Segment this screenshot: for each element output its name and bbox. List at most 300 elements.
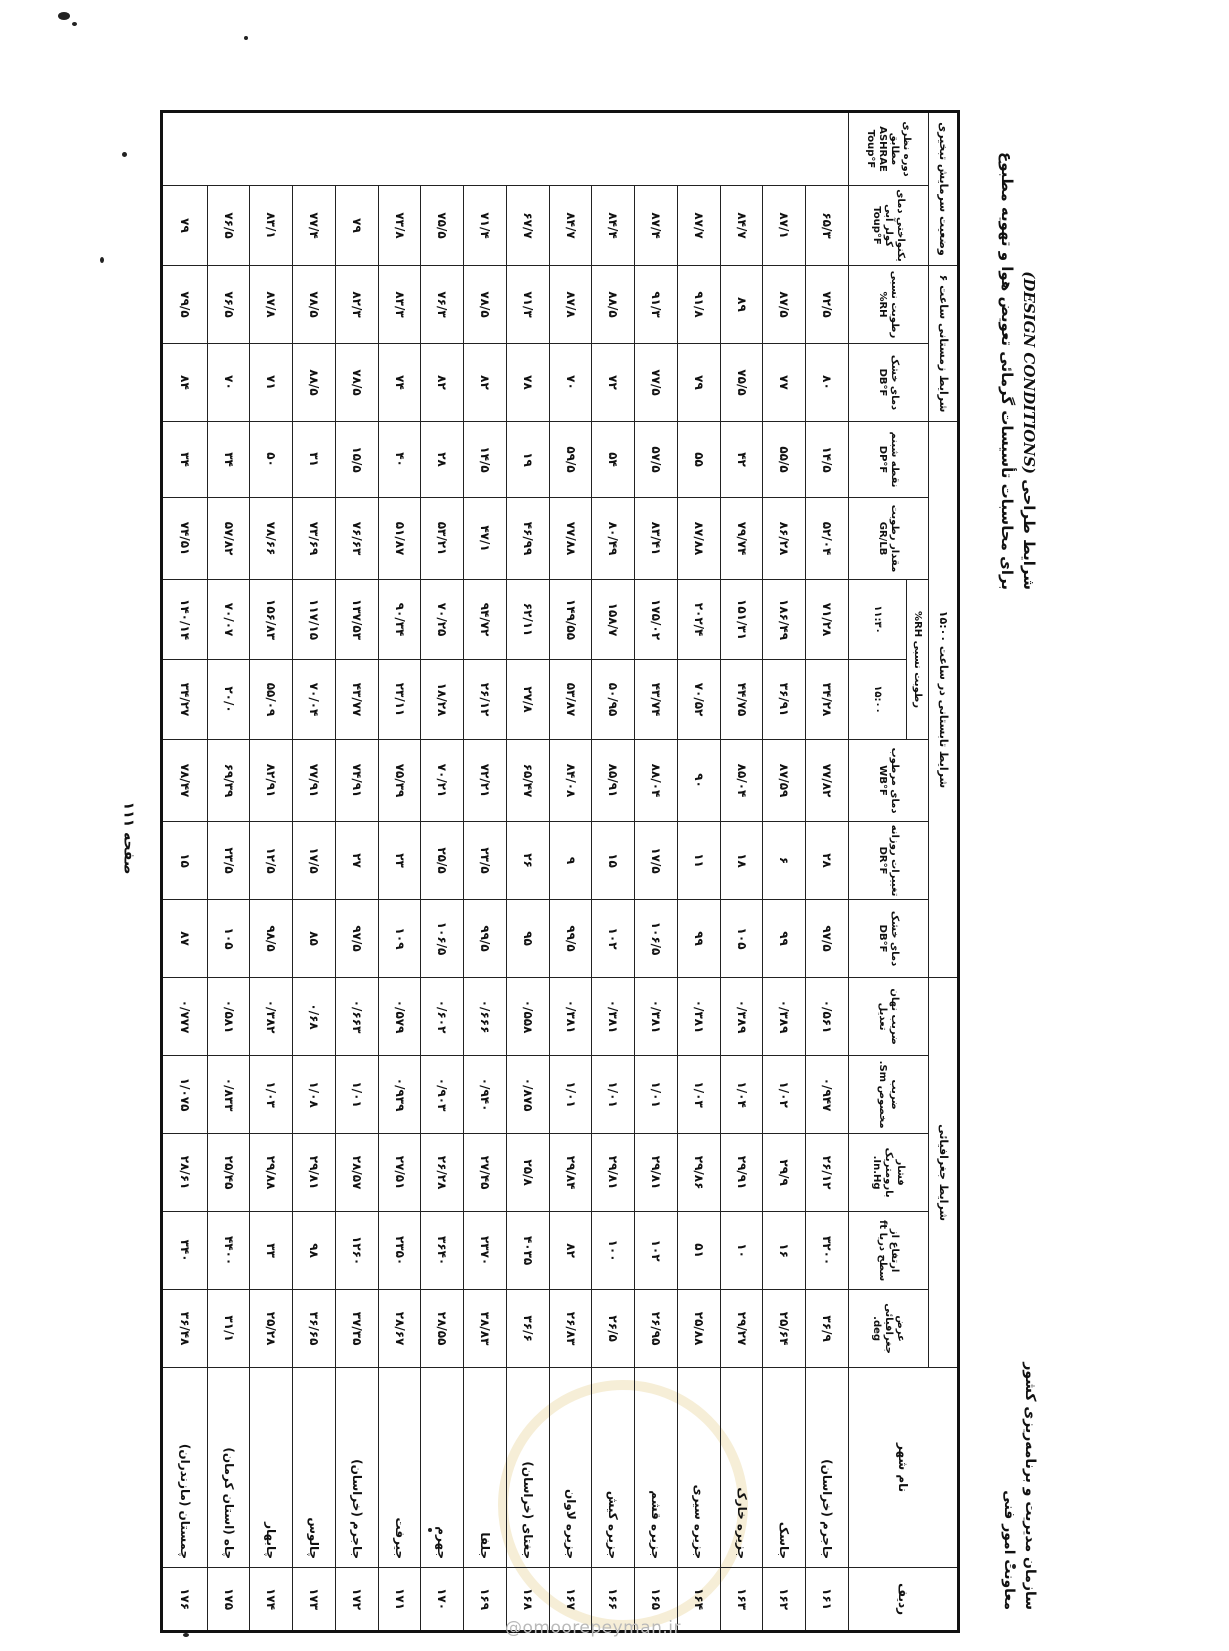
- value-cell: ۳۶/۹: [806, 1290, 849, 1368]
- org-line-2: معاونت امور فنی: [1001, 1490, 1017, 1610]
- value-cell: ۹۸: [293, 1212, 336, 1290]
- value-cell: ۵۷/۵: [635, 422, 678, 498]
- value-cell: ۱۰۲: [635, 1212, 678, 1290]
- header-altitude: ارتفاع از سطح دریا ft: [849, 1212, 929, 1290]
- value-cell: ۴۷/۱: [464, 498, 507, 580]
- value-cell: ۷۰: [207, 344, 250, 422]
- value-cell: ۲۵/۴۵: [207, 1134, 250, 1212]
- value-cell: ۲۶/۲۸: [421, 1134, 464, 1212]
- city-cell: چمستان (مازندران): [162, 1368, 208, 1568]
- value-cell: ۵۲/۰۴: [806, 498, 849, 580]
- value-cell: ۰/۹۰۳: [421, 1056, 464, 1134]
- row-number-cell: ۱۶۱: [806, 1568, 849, 1632]
- value-cell: ۱۰: [720, 1212, 763, 1290]
- value-cell: ۸۷/۷: [678, 186, 721, 266]
- value-cell: ۲۳/۱۱: [378, 660, 421, 740]
- value-cell: ۸۲: [549, 1212, 592, 1290]
- value-cell: ۲۳: [378, 822, 421, 900]
- header-latent-factor: ضریب نهان تعدیل: [849, 978, 929, 1056]
- value-cell: ۹۵: [507, 900, 550, 978]
- value-cell: ۷۴/۵۱: [162, 498, 208, 580]
- value-cell: ۲۵/۵: [421, 822, 464, 900]
- value-cell: ۱/۰۳: [250, 1056, 293, 1134]
- value-cell: ۱۰۶/۵: [635, 900, 678, 978]
- value-cell: ۳۳: [250, 1212, 293, 1290]
- value-cell: ۱۴/۵: [464, 422, 507, 498]
- city-cell: جزیره قشم: [635, 1368, 678, 1568]
- value-cell: ۰/۶۶۳: [336, 978, 379, 1056]
- value-cell: ۱۱۷/۱۵: [293, 580, 336, 660]
- value-cell: ۱۰۵: [720, 900, 763, 978]
- value-cell: ۸۷/۸: [549, 266, 592, 344]
- value-cell: ۲۸/۶۷: [378, 1290, 421, 1368]
- value-cell: ۷۰/۲۱: [421, 740, 464, 822]
- row-number-cell: ۱۷۰: [421, 1568, 464, 1632]
- city-cell: جاجرم (خراسان): [806, 1368, 849, 1568]
- header-daily-range: تغییرات روزانه DR°F: [849, 822, 929, 900]
- value-cell: ۱۴۹/۵۵: [549, 580, 592, 660]
- header-relative-humidity: رطوبت نسبی RH%: [907, 580, 929, 740]
- org-line-1: سازمان مدیریت و برنامه‌ریزی کشور: [1022, 1362, 1038, 1610]
- value-cell: ۷۱/۲۸: [806, 580, 849, 660]
- value-cell: ۸۳/۳: [378, 266, 421, 344]
- value-cell: ۲۳/۵: [207, 822, 250, 900]
- value-cell: ۸۴/۷: [720, 186, 763, 266]
- row-number-cell: ۱۶۸: [507, 1568, 550, 1632]
- value-cell: ۶۹/۳۹: [207, 740, 250, 822]
- value-cell: ۲۹/۸۶: [678, 1134, 721, 1212]
- value-cell: ۲۳۷۰: [464, 1212, 507, 1290]
- value-cell: ۰/۸۷۵: [507, 1056, 550, 1134]
- value-cell: ۱۴۰/۱۴: [162, 580, 208, 660]
- value-cell: ۲۹/۸۴: [549, 1134, 592, 1212]
- value-cell: ۷۸/۵: [293, 266, 336, 344]
- value-cell: ۱۰۵: [207, 900, 250, 978]
- header-rh-1500: ۱۵:۰۰: [849, 660, 907, 740]
- header-winter-group: شرایط زمستانی ساعت ۶: [929, 266, 959, 422]
- value-cell: ۲۶: [507, 822, 550, 900]
- value-cell: ۹۴/۷۲: [464, 580, 507, 660]
- value-cell: ۱۸۶/۴۹: [763, 580, 806, 660]
- value-cell: ۲۸/۵۵: [421, 1290, 464, 1368]
- document-header: [960, 110, 1040, 1610]
- value-cell: ۱/۰۱: [549, 1056, 592, 1134]
- value-cell: ۷۹/۷۴: [720, 498, 763, 580]
- value-cell: ۲۵/۸: [507, 1134, 550, 1212]
- value-cell: ۵۵/۰۹: [250, 660, 293, 740]
- value-cell: ۰/۷۷۷: [162, 978, 208, 1056]
- header-latitude: عرض جغرافیائی deg.: [849, 1290, 929, 1368]
- value-cell: ۱/۰۳: [678, 1056, 721, 1134]
- value-cell: ۸۲: [464, 344, 507, 422]
- value-cell: ۱۸: [720, 822, 763, 900]
- header-specific-factor: ضریب مخصوص Sm.: [849, 1056, 929, 1134]
- value-cell: ۲۶/۸۳: [549, 1290, 592, 1368]
- value-cell: ۲۷/۸: [507, 660, 550, 740]
- value-cell: ۹۹/۵: [549, 900, 592, 978]
- city-cell: چابهار: [250, 1368, 293, 1568]
- value-cell: ۱/۰۱: [336, 1056, 379, 1134]
- value-cell: ۹۱/۸: [678, 266, 721, 344]
- value-cell: ۱۷/۵: [293, 822, 336, 900]
- value-cell: ۹۷/۵: [336, 900, 379, 978]
- header-evap-group: وضعیت سرمایش تبخیری: [929, 112, 959, 266]
- value-cell: ۷۰/۲۵: [421, 580, 464, 660]
- city-cell: جزیره کیش: [592, 1368, 635, 1568]
- value-cell: ۶۵/۴۷: [507, 740, 550, 822]
- value-cell: ۸۸/۰۴: [635, 740, 678, 822]
- value-cell: ۲۹/۲۷: [720, 1290, 763, 1368]
- value-cell: ۵۴: [592, 422, 635, 498]
- value-cell: ۲۰/۰: [207, 660, 250, 740]
- table-row: [162, 112, 208, 1632]
- value-cell: ۸۷/۸: [250, 266, 293, 344]
- value-cell: ۴۳/۷۷: [336, 660, 379, 740]
- value-cell: ۳۴: [162, 422, 208, 498]
- value-cell: ۵۵/۵: [763, 422, 806, 498]
- value-cell: ۲۷: [336, 822, 379, 900]
- value-cell: ۲۷/۵۱: [378, 1134, 421, 1212]
- row-number-cell: ۱۷۳: [293, 1568, 336, 1632]
- value-cell: ۷۰/۰۴: [293, 660, 336, 740]
- value-cell: ۳۷/۳۵: [336, 1290, 379, 1368]
- value-cell: ۳۶/۶: [507, 1290, 550, 1368]
- value-cell: ۸۲/۹۱: [250, 740, 293, 822]
- value-cell: ۳۸/۸۳: [464, 1290, 507, 1368]
- value-cell: ۸۷/۱: [763, 186, 806, 266]
- value-cell: ۲۰۲/۴: [678, 580, 721, 660]
- value-cell: ۴۲: [720, 422, 763, 498]
- table-row: [336, 112, 379, 1632]
- value-cell: ۱۵/۵: [336, 422, 379, 498]
- value-cell: ۲۹/۸۸: [250, 1134, 293, 1212]
- value-cell: ۰/۵۶۱: [806, 978, 849, 1056]
- value-cell: ۹۹: [763, 900, 806, 978]
- table-row: [592, 112, 635, 1632]
- value-cell: ۶۷/۷: [507, 186, 550, 266]
- design-conditions-table: [160, 110, 960, 1633]
- value-cell: ۰/۵۸۱: [207, 978, 250, 1056]
- value-cell: ۱۱: [678, 822, 721, 900]
- value-cell: ۰/۹۴۷: [806, 1056, 849, 1134]
- city-cell: چالوس: [293, 1368, 336, 1568]
- value-cell: ۴۴/۷۵: [720, 660, 763, 740]
- value-cell: ۳۶/۹۱: [763, 660, 806, 740]
- value-cell: ۱۸/۲۸: [421, 660, 464, 740]
- value-cell: ۱۳۷/۵۳: [336, 580, 379, 660]
- value-cell: ۱۵۱/۳۱: [720, 580, 763, 660]
- city-cell: جیرفت: [378, 1368, 421, 1568]
- value-cell: ۲۹/۹: [763, 1134, 806, 1212]
- value-cell: ۵۰: [250, 422, 293, 498]
- row-number-cell: ۱۷۴: [250, 1568, 293, 1632]
- design-title-line-1: [1018, 152, 1040, 590]
- table-row: [378, 112, 421, 1632]
- value-cell: ۸۴: [162, 344, 208, 422]
- table-row: [464, 112, 507, 1632]
- value-cell: ۸۳/۴۱: [635, 498, 678, 580]
- value-cell: ۰/۹۴۰: [464, 1056, 507, 1134]
- value-cell: ۱۰۶/۵: [421, 900, 464, 978]
- header-winter-rh: رطوبت نسبی RH%: [849, 266, 929, 344]
- value-cell: ۸۴/۴: [592, 186, 635, 266]
- value-cell: ۱۰۹: [378, 900, 421, 978]
- value-cell: ۳۴۰: [162, 1212, 208, 1290]
- value-cell: ۰/۶۶۶: [464, 978, 507, 1056]
- row-number-cell: ۱۶۷: [549, 1568, 592, 1632]
- value-cell: ۷۱: [250, 344, 293, 422]
- table-row: [720, 112, 763, 1632]
- value-cell: ۷۲/۲۱: [464, 740, 507, 822]
- value-cell: ۳۶/۶۵: [293, 1290, 336, 1368]
- value-cell: ۱/۰۴: [720, 1056, 763, 1134]
- value-cell: ۲۵/۶۴: [763, 1290, 806, 1368]
- watermark-text: @omoorepeyman.ir: [505, 1618, 682, 1638]
- value-cell: ۸۴/۰۸: [549, 740, 592, 822]
- value-cell: ۰/۳۸۹: [720, 978, 763, 1056]
- value-cell: ۷۴/۹۱: [336, 740, 379, 822]
- row-number-cell: ۱۶۴: [678, 1568, 721, 1632]
- value-cell: ۲۹/۸۱: [592, 1134, 635, 1212]
- value-cell: ۲۶/۵: [592, 1290, 635, 1368]
- header-winter-db: دمای خشک DB°F: [849, 344, 929, 422]
- value-cell: ۰/۳۸۱: [635, 978, 678, 1056]
- row-number-cell: ۱۶۲: [763, 1568, 806, 1632]
- header-rh-1130: ۱۱:۳۰: [849, 580, 907, 660]
- value-cell: ۸۷/۴: [635, 186, 678, 266]
- row-number-cell: ۱۶۹: [464, 1568, 507, 1632]
- design-title-block: [996, 152, 1040, 590]
- value-cell: ۰/۶۸: [293, 978, 336, 1056]
- value-cell: ۵۱/۸۷: [378, 498, 421, 580]
- value-cell: ۲۸: [421, 422, 464, 498]
- value-cell: ۱/۰۱: [592, 1056, 635, 1134]
- value-cell: ۰/۶۰۲: [421, 978, 464, 1056]
- value-cell: ۷۹: [336, 186, 379, 266]
- row-number-cell: ۱۶۳: [720, 1568, 763, 1632]
- value-cell: ۵۵: [678, 422, 721, 498]
- value-cell: ۸۸/۵: [592, 266, 635, 344]
- design-title-fa: شرایط طراحی: [1020, 479, 1038, 590]
- value-cell: ۲۵/۸۸: [678, 1290, 721, 1368]
- value-cell: ۹۰: [678, 740, 721, 822]
- organization-block: [998, 1362, 1040, 1610]
- value-cell: ۲۵/۲۸: [250, 1290, 293, 1368]
- table-row: [507, 112, 550, 1632]
- value-cell: ۰/۵۷۹: [378, 978, 421, 1056]
- value-cell: ۱۵: [162, 822, 208, 900]
- row-number-cell: ۱۷۲: [336, 1568, 379, 1632]
- value-cell: ۱۵: [592, 822, 635, 900]
- value-cell: ۰/۸۳۳: [207, 1056, 250, 1134]
- city-cell: جلفا: [464, 1368, 507, 1568]
- value-cell: ۷۳/۶۹: [293, 498, 336, 580]
- value-cell: ۲۳۵۰: [378, 1212, 421, 1290]
- header-ashrae-temp: دوره نظری مطابق ASHRAE Toup°F: [849, 112, 929, 186]
- value-cell: ۲۶/۹۵: [635, 1290, 678, 1368]
- value-cell: ۳۴/۲۷: [162, 660, 208, 740]
- value-cell: ۷۱/۳: [507, 266, 550, 344]
- city-cell: جهرم: [421, 1368, 464, 1568]
- design-title-line-2: برای محاسبات تأسیسات گرمائی تعویض هوا و تهویه مطبوع: [998, 151, 1016, 590]
- value-cell: ۷۵/۳۹: [378, 740, 421, 822]
- value-cell: ۲۸/۵۷: [336, 1134, 379, 1212]
- value-cell: ۷۵/۵: [421, 186, 464, 266]
- value-cell: ۵۰/۹۵: [592, 660, 635, 740]
- value-cell: ۸۷/۵: [763, 266, 806, 344]
- value-cell: ۳۴: [207, 422, 250, 498]
- value-cell: ۷۷/۴: [293, 186, 336, 266]
- table-row: [806, 112, 849, 1632]
- value-cell: ۲۶/۱۲: [464, 660, 507, 740]
- row-number-cell: ۱۶۶: [592, 1568, 635, 1632]
- value-cell: ۸۷: [162, 900, 208, 978]
- value-cell: ۷۹: [162, 186, 208, 266]
- value-cell: ۱۶: [763, 1212, 806, 1290]
- value-cell: ۷۸: [507, 344, 550, 422]
- value-cell: ۱۲۶۰: [336, 1212, 379, 1290]
- value-cell: ۵۷/۸۲: [207, 498, 250, 580]
- value-cell: ۰/۳۸۲: [250, 978, 293, 1056]
- row-number-cell: ۱۷۵: [207, 1568, 250, 1632]
- value-cell: ۷۷/۸۸: [549, 498, 592, 580]
- value-cell: ۱۹: [507, 422, 550, 498]
- value-cell: ۸۵/۹۱: [592, 740, 635, 822]
- value-cell: ۲۹/۸۱: [293, 1134, 336, 1212]
- value-cell: ۷۷: [763, 344, 806, 422]
- value-cell: ۹۸/۵: [250, 900, 293, 978]
- value-cell: ۳۶۴۰: [421, 1212, 464, 1290]
- value-cell: ۷۶/۵: [207, 266, 250, 344]
- value-cell: ۷۸/۵: [464, 266, 507, 344]
- value-cell: ۸۰: [806, 344, 849, 422]
- table-row: [207, 112, 250, 1632]
- city-cell: جاسک: [763, 1368, 806, 1568]
- value-cell: ۸۲/۳: [336, 266, 379, 344]
- value-cell: ۸۹: [720, 266, 763, 344]
- value-cell: ۳۲۰۰: [806, 1212, 849, 1290]
- value-cell: ۶۵/۳: [806, 186, 849, 266]
- page-number: صفحه ۱۱۱: [120, 801, 137, 875]
- value-cell: ۸۰/۴۹: [592, 498, 635, 580]
- value-cell: ۰/۳۸۱: [678, 978, 721, 1056]
- value-cell: ۰/۳۸۱: [549, 978, 592, 1056]
- value-cell: ۵۱: [678, 1212, 721, 1290]
- table-row: [635, 112, 678, 1632]
- value-cell: ۳۱: [293, 422, 336, 498]
- value-cell: ۴۰: [378, 422, 421, 498]
- value-cell: ۲۹/۹۱: [720, 1134, 763, 1212]
- value-cell: ۷۶/۶۳: [336, 498, 379, 580]
- value-cell: ۵۳/۸۷: [549, 660, 592, 740]
- value-cell: ۷۴: [378, 344, 421, 422]
- table-row: [549, 112, 592, 1632]
- value-cell: ۹۹/۵: [464, 900, 507, 978]
- value-cell: ۸۶/۲۸: [763, 498, 806, 580]
- value-cell: ۲۶/۱۲: [806, 1134, 849, 1212]
- value-cell: ۵۳/۲۱: [421, 498, 464, 580]
- value-cell: ۱/۰۷۵: [162, 1056, 208, 1134]
- row-number-cell: ۱۷۱: [378, 1568, 421, 1632]
- value-cell: ۷۶/۳: [421, 266, 464, 344]
- design-title-en: (DESIGN CONDITIONS): [1020, 271, 1038, 475]
- value-cell: ۷۷/۵: [635, 344, 678, 422]
- value-cell: ۱/۰۸: [293, 1056, 336, 1134]
- rotated-document: [160, 110, 1040, 1616]
- value-cell: ۷۰/۵۲: [678, 660, 721, 740]
- value-cell: ۲۹/۸۱: [635, 1134, 678, 1212]
- value-cell: ۱/۰۲: [763, 1056, 806, 1134]
- value-cell: ۰/۹۳۹: [378, 1056, 421, 1134]
- value-cell: ۷۲/۵: [806, 266, 849, 344]
- value-cell: ۳۱/۱: [207, 1290, 250, 1368]
- value-cell: ۷۸/۴۷: [162, 740, 208, 822]
- value-cell: ۳۴/۲۸: [806, 660, 849, 740]
- value-cell: ۹۰/۳۴: [378, 580, 421, 660]
- value-cell: ۲۸: [806, 822, 849, 900]
- header-summer-group: شرایط تابستانی در ساعت ۱۵:۰۰: [929, 422, 959, 978]
- value-cell: ۱۰۰: [592, 1212, 635, 1290]
- city-cell: جزیره خارک: [720, 1368, 763, 1568]
- value-cell: ۷۸/۶۶: [250, 498, 293, 580]
- value-cell: ۸۷/۵۹: [763, 740, 806, 822]
- header-summer-db: دمای خشک DB°F: [849, 900, 929, 978]
- city-cell: چاه (استان کرمان): [207, 1368, 250, 1568]
- value-cell: ۷۰: [549, 344, 592, 422]
- value-cell: ۵۹/۵: [549, 422, 592, 498]
- row-number-cell: ۱۶۵: [635, 1568, 678, 1632]
- value-cell: ۷۶/۵: [207, 186, 250, 266]
- value-cell: ۳۶/۴۸: [162, 1290, 208, 1368]
- value-cell: ۰/۳۸۹: [763, 978, 806, 1056]
- value-cell: ۷۷/۹۱: [293, 740, 336, 822]
- value-cell: ۰/۳۸۱: [592, 978, 635, 1056]
- value-cell: ۷۱/۴: [464, 186, 507, 266]
- value-cell: ۰/۵۵۸: [507, 978, 550, 1056]
- value-cell: ۱۲/۵: [250, 822, 293, 900]
- value-cell: ۴۰۳۵: [507, 1212, 550, 1290]
- value-cell: ۱۷/۵: [635, 822, 678, 900]
- value-cell: ۷۹: [678, 344, 721, 422]
- value-cell: ۱/۰۱: [635, 1056, 678, 1134]
- table-row: [250, 112, 293, 1632]
- value-cell: ۴۶/۹۹: [507, 498, 550, 580]
- value-cell: ۷۵/۵: [720, 344, 763, 422]
- value-cell: ۶۲/۱۱: [507, 580, 550, 660]
- value-cell: ۲۷/۴۵: [464, 1134, 507, 1212]
- value-cell: ۹: [549, 822, 592, 900]
- value-cell: ۷۲: [592, 344, 635, 422]
- row-number-cell: ۱۷۶: [162, 1568, 208, 1632]
- value-cell: ۸۵: [293, 900, 336, 978]
- header-city: نام شهر: [849, 1368, 959, 1568]
- value-cell: ۴۴۰۰: [207, 1212, 250, 1290]
- value-cell: ۷۸/۵: [336, 344, 379, 422]
- header-cooler-temp: یکنواختی دمای کولر آبی Toup°F: [849, 186, 929, 266]
- value-cell: ۹۷/۵: [806, 900, 849, 978]
- header-wet-bulb: دمای مرطوب WB°F: [849, 740, 929, 822]
- value-cell: ۸۳/۱: [250, 186, 293, 266]
- value-cell: ۸۸/۵: [293, 344, 336, 422]
- table-row: [678, 112, 721, 1632]
- city-cell: جزیره سیری: [678, 1368, 721, 1568]
- header-row-number: ردیف: [849, 1568, 959, 1632]
- value-cell: ۶: [763, 822, 806, 900]
- value-cell: ۷۳/۸: [378, 186, 421, 266]
- value-cell: ۱۰۲: [592, 900, 635, 978]
- value-cell: ۷۰/۰۷: [207, 580, 250, 660]
- table-row: [763, 112, 806, 1632]
